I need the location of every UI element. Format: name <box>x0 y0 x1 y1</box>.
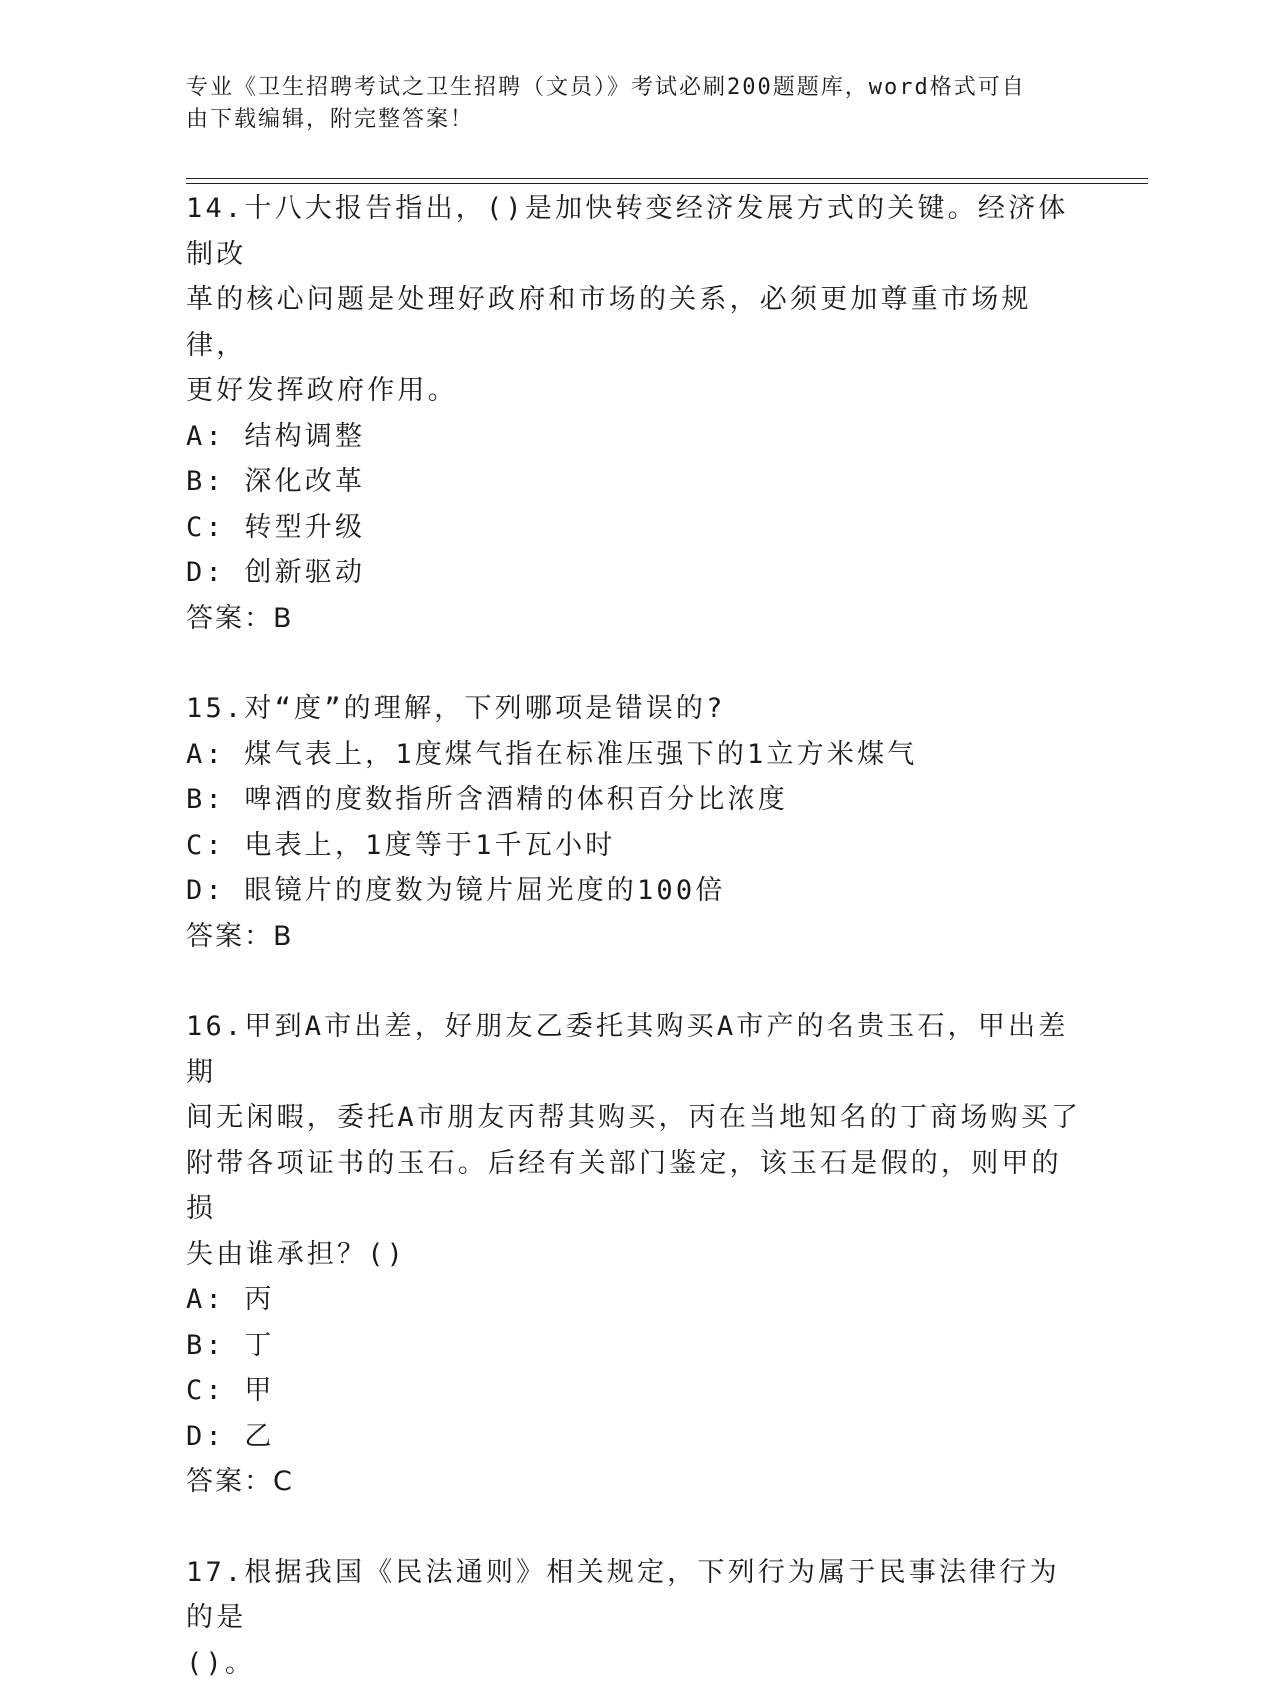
header-line-2: 由下载编辑，附完整答案！ <box>186 104 1066 136</box>
option-a: A: 煤气表上，1度煤气指在标准压强下的1立方米煤气 <box>186 732 1086 778</box>
question-list <box>186 186 1086 1686</box>
question-stem-line: 革的核心问题是处理好政府和市场的关系，必须更加尊重市场规律， <box>186 277 1086 368</box>
question-stem-line: ()。 <box>186 1641 1086 1686</box>
option-b: B: 丁 <box>186 1323 1086 1369</box>
header-divider-bottom <box>186 183 1148 184</box>
question-stem-line: 附带各项证书的玉石。后经有关部门鉴定，该玉石是假的，则甲的损 <box>186 1141 1086 1232</box>
option-a: A: 丙 <box>186 1277 1086 1323</box>
answer-line: 答案：B <box>186 914 1086 960</box>
option-b: B: 啤酒的度数指所含酒精的体积百分比浓度 <box>186 777 1086 823</box>
header-line-1: 专业《卫生招聘考试之卫生招聘（文员）》考试必刷200题题库，word格式可自 <box>186 72 1066 104</box>
option-d: D: 创新驱动 <box>186 550 1086 596</box>
option-c: C: 甲 <box>186 1368 1086 1414</box>
document-header <box>186 72 1066 136</box>
question-stem-line: 更好发挥政府作用。 <box>186 368 1086 414</box>
header-divider-top <box>186 178 1148 179</box>
question-14 <box>186 186 1086 641</box>
question-stem-line: 14.十八大报告指出，()是加快转变经济发展方式的关键。经济体制改 <box>186 186 1086 277</box>
question-15 <box>186 686 1086 959</box>
option-b: B: 深化改革 <box>186 459 1086 505</box>
question-stem-line: 16.甲到A市出差，好朋友乙委托其购买A市产的名贵玉石，甲出差期 <box>186 1004 1086 1095</box>
answer-line: 答案：C <box>186 1459 1086 1505</box>
option-c: C: 电表上，1度等于1千瓦小时 <box>186 823 1086 869</box>
question-stem-line: 15.对“度”的理解，下列哪项是错误的? <box>186 686 1086 732</box>
option-c: C: 转型升级 <box>186 505 1086 551</box>
option-d: D: 眼镜片的度数为镜片屈光度的100倍 <box>186 868 1086 914</box>
question-17 <box>186 1550 1086 1686</box>
question-stem-line: 17.根据我国《民法通则》相关规定，下列行为属于民事法律行为的是 <box>186 1550 1086 1641</box>
option-d: D: 乙 <box>186 1414 1086 1460</box>
question-stem-line: 间无闲暇，委托A市朋友丙帮其购买，丙在当地知名的丁商场购买了 <box>186 1095 1086 1141</box>
question-stem-line: 失由谁承担？() <box>186 1232 1086 1278</box>
question-16 <box>186 1004 1086 1505</box>
answer-line: 答案：B <box>186 596 1086 642</box>
option-a: A: 结构调整 <box>186 414 1086 460</box>
